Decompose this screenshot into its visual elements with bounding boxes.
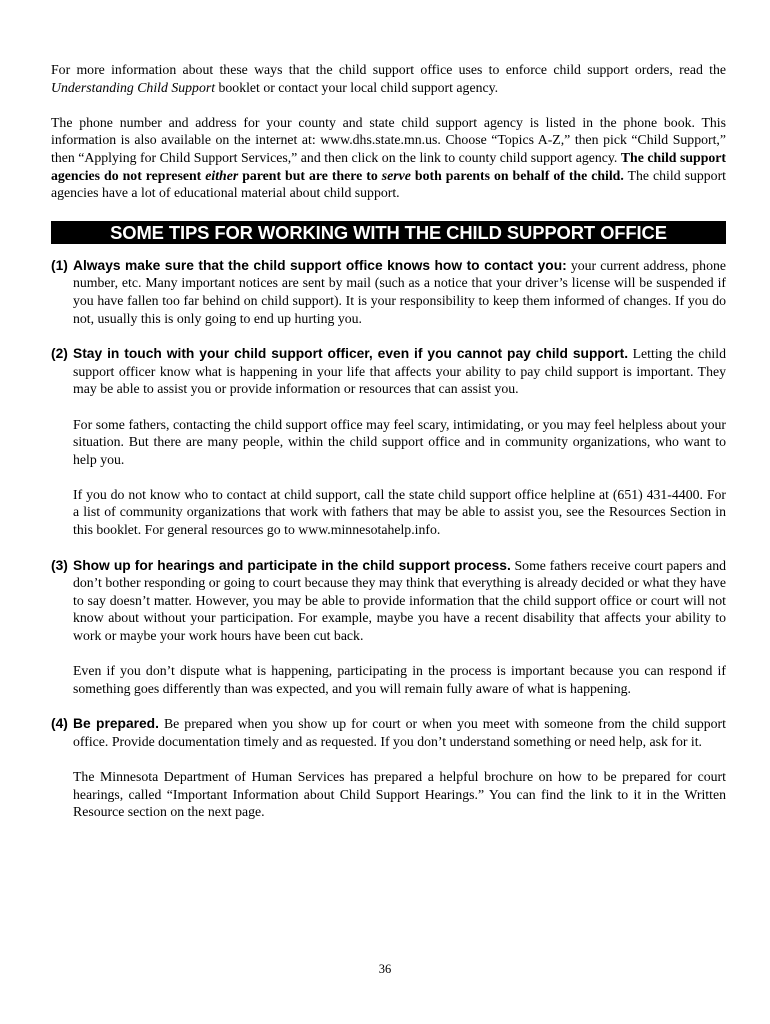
intro-text: The child support agencies have a lot of educational material about child support. (51, 167, 726, 201)
tip-heading: Stay in touch with your child support officer, even if you cannot pay child support. (73, 346, 629, 362)
tip-heading: Always make sure that the child support office knows how to contact you: (73, 257, 567, 273)
emphasis-text: The child support agencies do not represent either parent but are there to serve both parents on behalf of the child. (51, 149, 726, 183)
tips-list (51, 257, 726, 821)
tip-item (51, 715, 726, 821)
document-page (51, 61, 726, 821)
tip-paragraph (73, 715, 726, 750)
tip-body: Some fathers receive court papers and don’t bother responding or going to court because they may think that everything is already decided or what they have to say doesn’t matter. However, you may be able to provide information that the child support office or court will not know about without your participation. For example, maybe you have a recent disability that affects your ability to work or maybe your work hours have been cut back. (73, 557, 726, 644)
intro-paragraph-1 (51, 61, 726, 96)
tip-number: (2) (51, 346, 68, 362)
tip-paragraph (73, 345, 726, 398)
intro-text: For more information about these ways that the child support office uses to enforce child support orders, read the (51, 62, 726, 77)
tip-paragraph (73, 557, 726, 645)
tip-subparagraph: For some fathers, contacting the child support office may feel scary, intimidating, or you may feel helpless about your situation. But there are many people, within the child support office and in community organizations, who want to help you. (73, 416, 726, 467)
intro-text: booklet or contact your local child support agency. (215, 79, 499, 95)
tip-body: Letting the child support officer know what is happening in your life that affects your ability to pay child support is important. They may be able to assist you or provide information or resources that can assist you. (73, 346, 726, 397)
section-banner: SOME TIPS FOR WORKING WITH THE CHILD SUPPORT OFFICE (51, 221, 726, 244)
tip-subparagraph: Even if you don’t dispute what is happening, participating in the process is important because you can respond if something goes differently than was expected, and you will remain fully aware of what is happening. (73, 663, 726, 696)
tip-body: your current address, phone number, etc. Many important notices are sent by mail (such as a notice that your driver’s license will be suspended if you have fallen too far behind on child support). It is your responsibility to keep them informed of changes. If you do not, usually this is only going to end up hurting you. (73, 257, 726, 326)
tip-item (51, 557, 726, 698)
tip-number: (1) (51, 257, 68, 273)
tip-item (51, 257, 726, 327)
tip-number: (3) (51, 557, 68, 573)
tip-paragraph (73, 257, 726, 327)
tip-subparagraph: The Minnesota Department of Human Services has prepared a helpful brochure on how to be prepared for court hearings, called “Important Information about Child Support Hearings.” You can find the link to it in the Written Resource section on the next page. (73, 769, 726, 820)
booklet-title: Understanding Child Support (51, 79, 216, 95)
page-number: 36 (378, 962, 392, 976)
tip-item (51, 345, 726, 539)
tip-number: (4) (51, 716, 68, 732)
intro-paragraph-2 (51, 114, 726, 202)
tip-heading: Be prepared. (73, 716, 159, 732)
tip-subparagraph: If you do not know who to contact at child support, call the state child support office helpline at (651) 431-4400. For a list of community organizations that work with fathers that may be able to assist you, see the Resources Section in this booklet. For general resources go to www.minnesotahelp.info. (73, 486, 726, 538)
tip-body: Be prepared when you show up for court or when you meet with someone from the child support office. Provide documentation timely and as requested. If you don’t understand something or need help, ask for it. (73, 716, 726, 749)
tip-heading: Show up for hearings and participate in the child support process. (73, 557, 511, 573)
intro-text: The phone number and address for your county and state child support agency is listed in the phone book. This information is also available on the internet at: www.dhs.state.mn.us. Choose “Topics A-Z,” then pick “Child Support,” then “Applying for Child Support Services,” and then click on the link to county child support agency. (51, 114, 726, 165)
